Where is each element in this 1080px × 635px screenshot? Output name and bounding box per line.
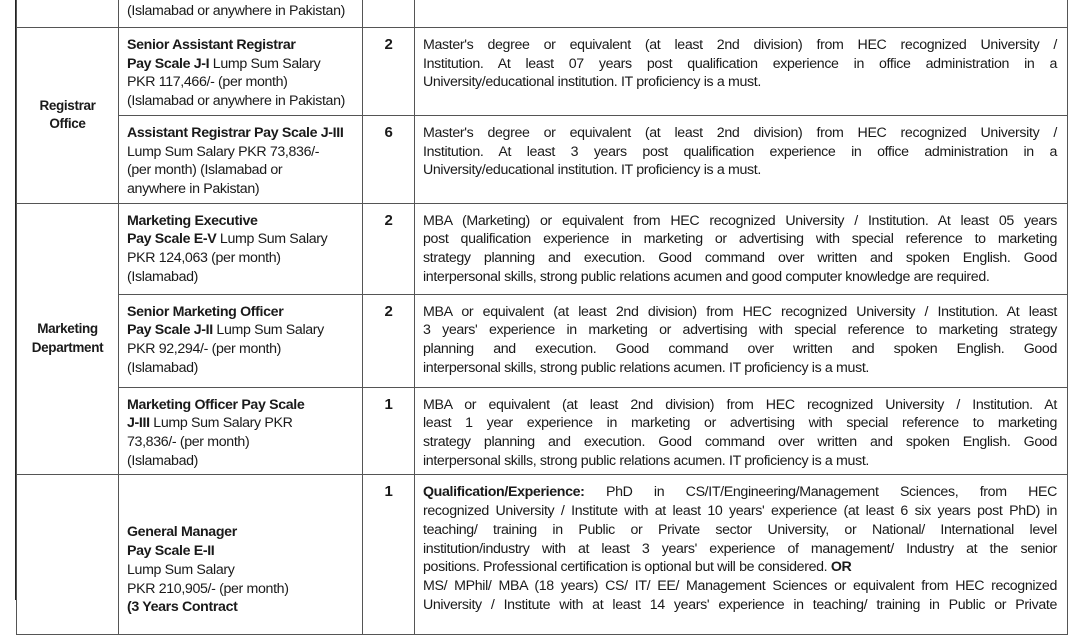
table-row	[17, 28, 1068, 116]
table-row	[17, 294, 1068, 387]
post-assistant-registrar: Assistant Registrar Pay Scale J-III Lump Sum Salary PKR 73,836/- (per month) (Islamabad or anywhere in Pakistan)	[119, 115, 363, 203]
post-general-manager: General Manager Pay Scale E-II Lump Sum Salary PKR 210,905/- (per month) (3 Years Contract	[119, 475, 363, 635]
post-marketing-officer: Marketing Officer Pay Scale J-III Lump Sum Salary PKR 73,836/- (per month) (Islamabad)	[119, 387, 363, 475]
department-registrar: Registrar Office	[17, 28, 119, 204]
post-senior-assistant-registrar: Senior Assistant Registrar Pay Scale J-I Lump Sum Salary PKR 117,466/- (per month) (Islamabad or anywhere in Pakistan)	[119, 28, 363, 116]
post-location: (Islamabad or anywhere in Pakistan)	[127, 3, 346, 20]
post-description: Master's degree or equivalent (at least 2nd division) from HEC recognized University / Institution. At least 07 years post qualification experience in office administration in a University/educational institution. IT proficiency is a must.	[415, 28, 1068, 116]
post-count: 1	[363, 475, 415, 635]
table-row	[17, 115, 1068, 203]
post-senior-marketing-officer: Senior Marketing Officer Pay Scale J-II Lump Sum Salary PKR 92,294/- (per month) (Islamabad)	[119, 294, 363, 387]
post-marketing-executive: Marketing Executive Pay Scale E-V Lump Sum Salary PKR 124,063 (per month) (Islamabad)	[119, 203, 363, 294]
post-count: 2	[363, 203, 415, 294]
table-row	[17, 0, 1068, 28]
post-description: Master's degree or equivalent (at least 2nd division) from HEC recognized University / Institution. At least 3 years post qualification experience in office administration in a University/educational institution. IT proficiency is a must.	[415, 115, 1068, 203]
table-row	[17, 387, 1068, 475]
page-border	[0, 0, 17, 600]
post-description: MBA or equivalent (at least 2nd division) from HEC recognized University / Institution. At least 3 years' experience in marketing or advertising with special reference to marketing strategy planning and execution. Good command over written and spoken English. Good interpersonal skills, strong public relations acumen. IT proficiency is a must.	[415, 294, 1068, 387]
post-count: 6	[363, 115, 415, 203]
table-row	[17, 475, 1068, 635]
post-description: MBA or equivalent (at least 2nd division) from HEC recognized University / Institution. At least 1 year experience in marketing or advertising with special reference to marketing strategy planning and execution. Good command over written and spoken English. Good interpersonal skills, strong public relations acumen. IT proficiency is a must.	[415, 387, 1068, 475]
post-description: MBA (Marketing) or equivalent from HEC recognized University / Institution. At least 05 years post qualification experience in marketing or advertising with special reference to marketing strategy planning and execution. Good command over written and spoken English. Good interpersonal skills, strong public relations acumen and good computer knowledge are required.	[415, 203, 1068, 294]
post-count: 2	[363, 28, 415, 116]
table-row	[17, 203, 1068, 294]
job-table	[16, 0, 1068, 635]
department-marketing: Marketing Department	[17, 203, 119, 475]
post-description: Qualification/Experience: PhD in CS/IT/Engineering/Management Sciences, from HEC recognized University / Institute with at least 10 years' experience (at least 6 six years post PhD) in teaching/ training in Public or Private sector University, or National/ International level institution/industry with at least 3 years' experience of management/ Industry at the senior positions. Professional certification is optional but will be considered. OR MS/ MPhil/ MBA (18 years) CS/ IT/ EE/ Management Sciences or equivalent from HEC recognized University / Institute with at least 14 years' experience in teaching/ training in Public or Private	[415, 475, 1068, 635]
post-count: 1	[363, 387, 415, 475]
post-count: 2	[363, 294, 415, 387]
